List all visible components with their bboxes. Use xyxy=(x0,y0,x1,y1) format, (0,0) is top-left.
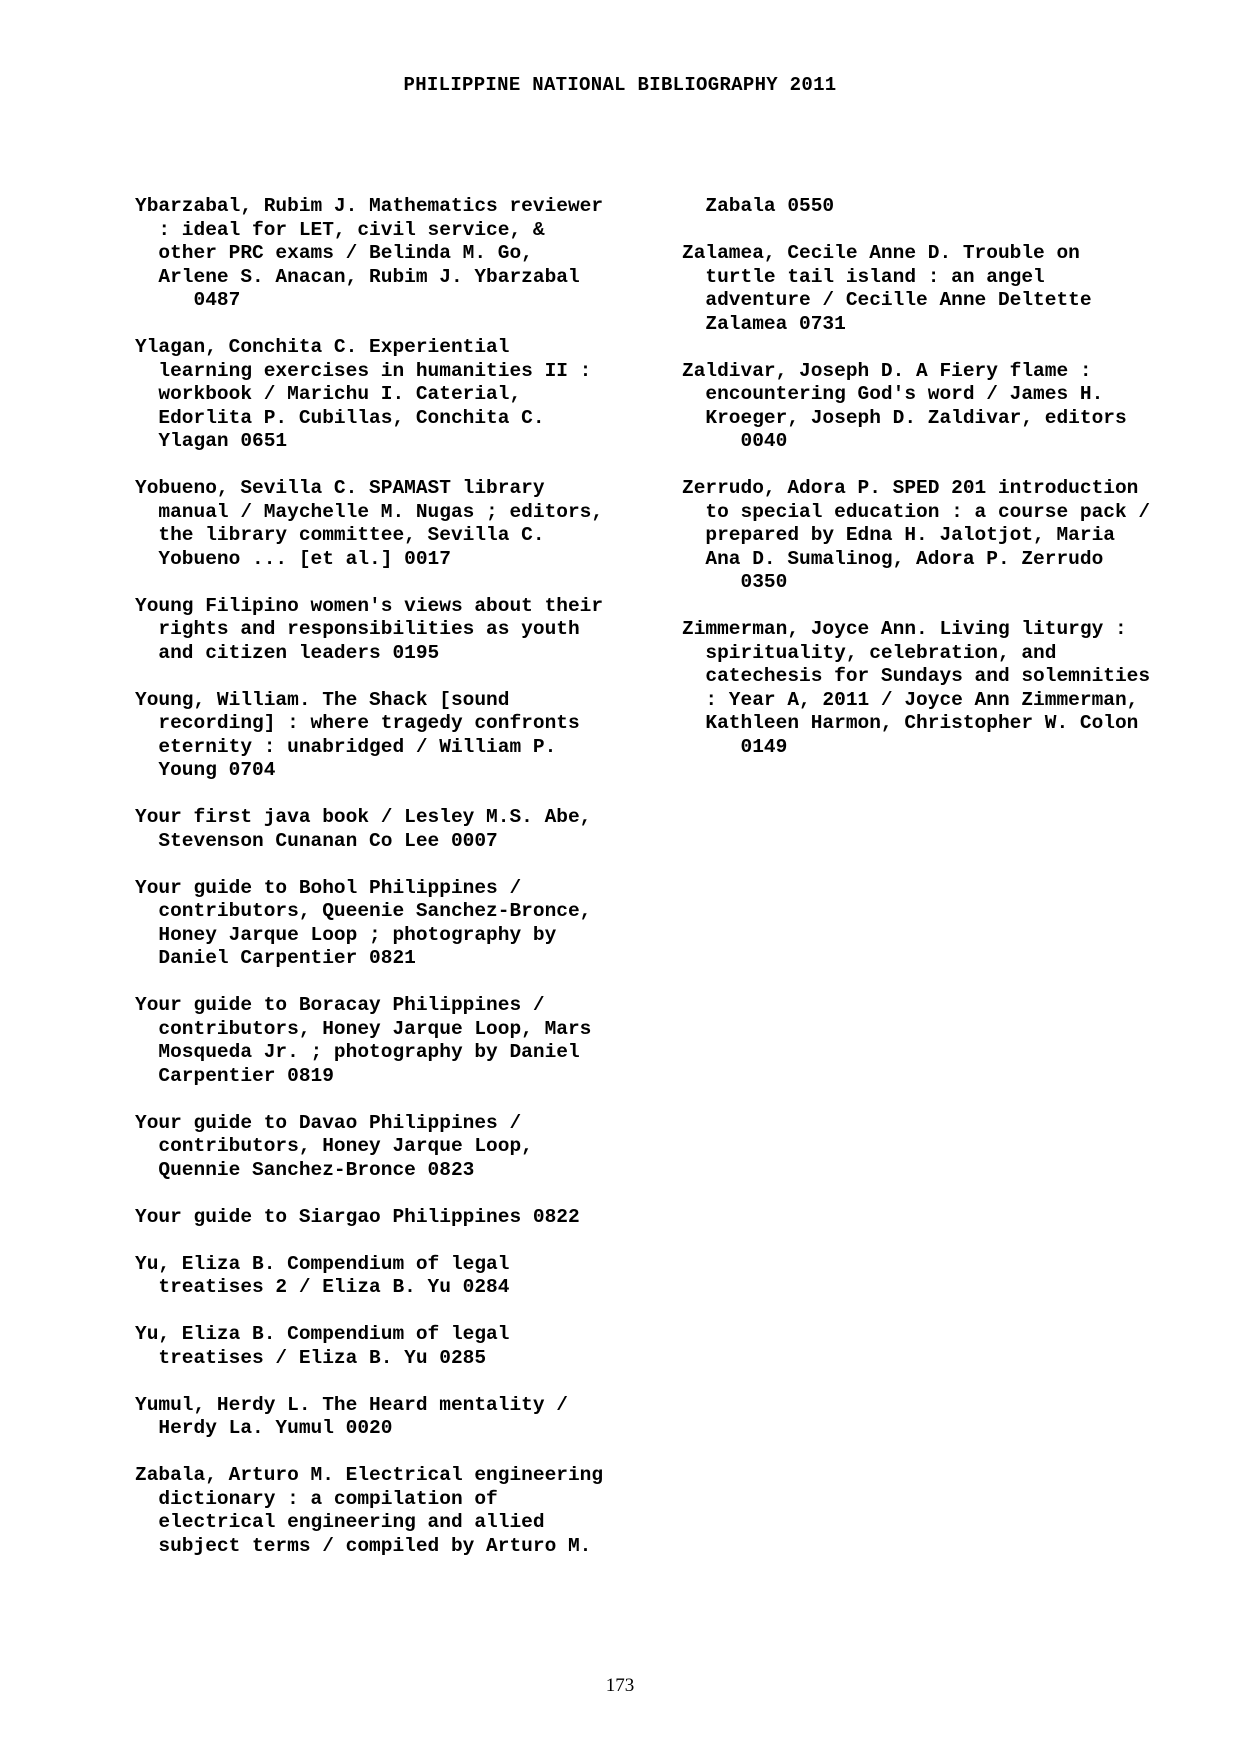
entry-line: 0040 xyxy=(682,430,788,452)
entry-line: rights and responsibilities as youth xyxy=(135,618,580,640)
entry-line: learning exercises in humanities II : xyxy=(135,359,592,382)
entry-line: Yu, Eliza B. Compendium of legal xyxy=(135,1323,510,1345)
bibliography-entry xyxy=(135,1394,675,1441)
page-number: 173 xyxy=(605,1675,635,1696)
entry-line: Mosqueda Jr. ; photography by Daniel xyxy=(135,1041,580,1063)
bibliography-entry xyxy=(135,195,675,313)
bibliography-entry xyxy=(682,477,1202,595)
bibliography-entry xyxy=(135,1206,675,1230)
right-column xyxy=(682,195,1202,783)
entry-line: Kroeger, Joseph D. Zaldivar, editors xyxy=(682,406,1127,429)
entry-line: subject terms / compiled by Arturo M. xyxy=(135,1534,592,1557)
entry-line: : ideal for LET, civil service, & xyxy=(135,218,545,241)
entry-line: Daniel Carpentier 0821 xyxy=(135,947,416,969)
bibliography-entry xyxy=(682,242,1202,336)
bibliography-entry xyxy=(135,1323,675,1370)
bibliography-entry xyxy=(135,806,675,853)
entry-line: workbook / Marichu I. Caterial, xyxy=(135,383,522,405)
bibliography-entry xyxy=(135,1464,675,1558)
entry-line: treatises / Eliza B. Yu 0285 xyxy=(135,1346,487,1369)
entry-line: recording] : where tragedy confronts xyxy=(135,712,580,734)
entry-line: Ylagan 0651 xyxy=(135,430,288,452)
bibliography-entry xyxy=(682,618,1202,759)
entry-line: manual / Maychelle M. Nugas ; editors, xyxy=(135,500,604,523)
entry-line: and citizen leaders 0195 xyxy=(135,641,440,664)
bibliography-entry xyxy=(135,1112,675,1183)
entry-line: Yobueno ... [et al.] 0017 xyxy=(135,547,451,570)
entry-line: Young 0704 xyxy=(135,759,276,781)
entry-line: adventure / Cecille Anne Deltette xyxy=(682,289,1092,311)
entry-line: 0350 xyxy=(682,571,788,593)
bibliography-entry xyxy=(135,336,675,454)
bibliography-entry xyxy=(135,1253,675,1300)
entry-line: Honey Jarque Loop ; photography by xyxy=(135,923,557,946)
entry-line: Your guide to Bohol Philippines / xyxy=(135,876,522,899)
bibliography-entry xyxy=(682,195,1202,219)
entry-line: electrical engineering and allied xyxy=(135,1511,545,1533)
entry-line: Your guide to Davao Philippines / xyxy=(135,1111,522,1134)
entry-line: Zaldivar, Joseph D. A Fiery flame : xyxy=(682,359,1092,382)
entry-line: dictionary : a compilation of xyxy=(135,1487,498,1510)
entry-line: contributors, Queenie Sanchez-Bronce, xyxy=(135,900,592,922)
entry-line: Young, William. The Shack [sound xyxy=(135,688,510,711)
entry-line: turtle tail island : an angel xyxy=(682,265,1045,288)
entry-line: catechesis for Sundays and solemnities xyxy=(682,665,1151,687)
entry-line: Yobueno, Sevilla C. SPAMAST library xyxy=(135,477,545,499)
entry-line: Kathleen Harmon, Christopher W. Colon xyxy=(682,712,1139,734)
entry-line: Your first java book / Lesley M.S. Abe, xyxy=(135,806,592,828)
entry-line: Yumul, Herdy L. The Heard mentality / xyxy=(135,1393,568,1416)
entry-line: Carpentier 0819 xyxy=(135,1064,334,1087)
entry-line: Zerrudo, Adora P. SPED 201 introduction xyxy=(682,477,1139,499)
entry-line: prepared by Edna H. Jalotjot, Maria xyxy=(682,524,1115,546)
entry-line: Ana D. Sumalinog, Adora P. Zerrudo xyxy=(682,547,1104,570)
bibliography-entry xyxy=(135,689,675,783)
entry-line: Your guide to Siargao Philippines 0822 xyxy=(135,1205,580,1228)
entry-line: the library committee, Sevilla C. xyxy=(135,524,545,546)
entry-line: Zabala 0550 xyxy=(682,195,835,217)
entry-line: spirituality, celebration, and xyxy=(682,641,1057,664)
entry-line: treatises 2 / Eliza B. Yu 0284 xyxy=(135,1276,510,1298)
entry-line: Your guide to Boracay Philippines / xyxy=(135,994,545,1016)
entry-line: : Year A, 2011 / Joyce Ann Zimmerman, xyxy=(682,688,1139,711)
entry-line: other PRC exams / Belinda M. Go, xyxy=(135,242,533,264)
entry-line: Zabala, Arturo M. Electrical engineering xyxy=(135,1464,604,1486)
bibliography-entry xyxy=(682,360,1202,454)
entry-line: Zalamea, Cecile Anne D. Trouble on xyxy=(682,242,1080,264)
entry-line: Arlene S. Anacan, Rubim J. Ybarzabal xyxy=(135,265,580,288)
bibliography-entry xyxy=(135,477,675,571)
entry-line: Zimmerman, Joyce Ann. Living liturgy : xyxy=(682,618,1127,640)
entry-line: Yu, Eliza B. Compendium of legal xyxy=(135,1252,510,1275)
entry-line: 0487 xyxy=(135,289,241,311)
bibliography-entry xyxy=(135,877,675,971)
entry-line: Ybarzabal, Rubim J. Mathematics reviewer xyxy=(135,195,604,217)
entry-line: Herdy La. Yumul 0020 xyxy=(135,1417,393,1439)
entry-line: contributors, Honey Jarque Loop, xyxy=(135,1135,533,1157)
entry-line: Zalamea 0731 xyxy=(682,312,846,335)
entry-line: Quennie Sanchez-Bronce 0823 xyxy=(135,1158,475,1181)
page-header: PHILIPPINE NATIONAL BIBLIOGRAPHY 2011 xyxy=(403,74,837,96)
entry-line: contributors, Honey Jarque Loop, Mars xyxy=(135,1017,592,1040)
entry-line: 0149 xyxy=(682,735,788,758)
entry-line: Edorlita P. Cubillas, Conchita C. xyxy=(135,406,545,429)
bibliography-entry xyxy=(135,595,675,666)
entry-line: eternity : unabridged / William P. xyxy=(135,735,557,758)
entry-line: Ylagan, Conchita C. Experiential xyxy=(135,336,510,358)
entry-line: Young Filipino women's views about their xyxy=(135,594,604,617)
left-column xyxy=(135,195,675,1582)
bibliography-entry xyxy=(135,994,675,1088)
entry-line: encountering God's word / James H. xyxy=(682,383,1104,405)
entry-line: to special education : a course pack / xyxy=(682,500,1151,523)
entry-line: Stevenson Cunanan Co Lee 0007 xyxy=(135,829,498,852)
